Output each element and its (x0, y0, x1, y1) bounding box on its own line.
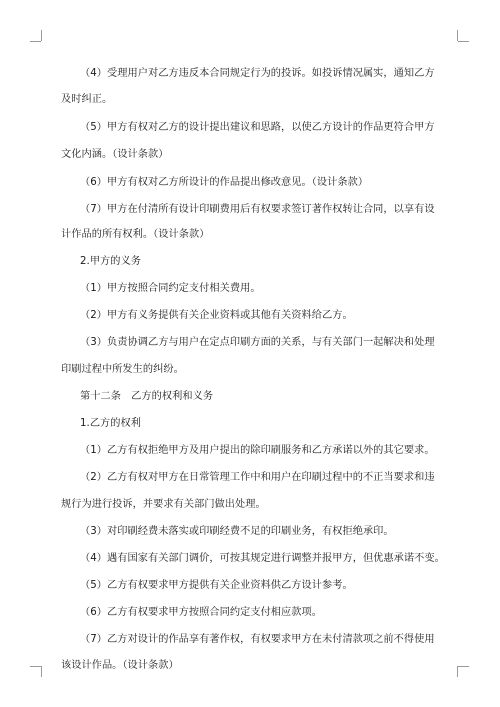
text-line: （6）甲方有权对乙方所设计的作品提出修改意见。（设计条款） (80, 177, 369, 188)
text-line: 计作品的所有权利。（设计条款） (61, 229, 210, 240)
crop-mark-bottom-left-vertical (41, 666, 42, 677)
section-heading: 2.甲方的义务 (80, 256, 142, 267)
text-line: （3）负责协调乙方与用户在定点印刷方面的关系，与有关部门一起解决和处理 (80, 337, 435, 348)
crop-mark-top-right-horizontal (458, 41, 469, 42)
text-line: （4）受理用户对乙方违反本合同规定行为的投诉。如投诉情况属实，通知乙方 (80, 68, 435, 79)
text-line: （2）甲方有义务提供有关企业资料或其他有关资料给乙方。 (80, 310, 353, 321)
text-line: （3）对印刷经费未落实或印刷经费不足的印刷业务，有权拒绝承印。 (80, 526, 394, 537)
crop-mark-bottom-right-horizontal (458, 666, 469, 667)
text-line: 文化内涵。（设计条款） (61, 149, 169, 160)
text-line: 及时纠正。 (61, 94, 113, 105)
crop-mark-top-left-horizontal (30, 41, 41, 42)
text-line: （1）乙方有权拒绝甲方及用户提出的除印刷服务和乙方承诺以外的其它要求。 (80, 445, 435, 456)
section-heading: 1.乙方的权利 (80, 418, 142, 429)
text-line: （4）遇有国家有关部门调价，可按其规定进行调整并报甲方，但优惠承诺不变。 (80, 553, 445, 564)
crop-mark-bottom-left-horizontal (30, 666, 41, 667)
crop-mark-top-left-vertical (41, 30, 42, 41)
crop-mark-top-right-vertical (457, 30, 458, 41)
crop-mark-bottom-right-vertical (457, 666, 458, 677)
text-line: （6）乙方有权要求甲方按照合同约定支付相应款项。 (80, 607, 322, 618)
text-line: 印刷过程中所发生的纠纷。 (61, 364, 184, 375)
text-line: （5）甲方有权对乙方的设计提出建议和思路，以使乙方设计的作品更符合甲方 (80, 122, 435, 133)
text-line: 该设计作品。（设计条款） (61, 660, 179, 671)
text-line: （5）乙方有权要求甲方提供有关企业资料供乙方设计参考。 (80, 580, 353, 591)
text-line: （7）甲方在付清所有设计印刷费用后有权要求签订著作权转让合同，以享有设 (80, 204, 435, 215)
text-line: （7）乙方对设计的作品享有著作权，有权要求甲方在未付清款项之前不得使用 (80, 634, 435, 645)
text-line: （1）甲方按照合同约定支付相关费用。 (80, 283, 261, 294)
text-line: （2）乙方有权对甲方在日常管理工作中和用户在印刷过程中的不正当要求和违 (80, 472, 435, 483)
text-line: 规行为进行投诉，并要求有关部门做出处理。 (61, 499, 266, 510)
article-heading: 第十二条 乙方的权利和义务 (80, 391, 214, 402)
